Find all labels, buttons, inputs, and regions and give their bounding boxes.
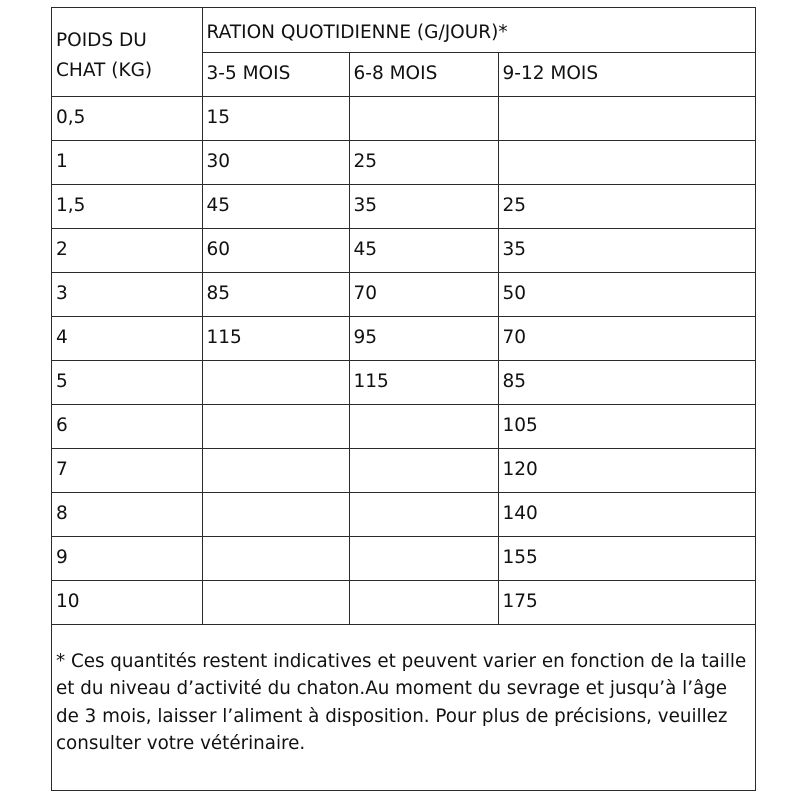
ration-cell-9-12: 85 (498, 360, 755, 404)
ration-cell-9-12: 140 (498, 492, 755, 536)
weight-column-header: POIDS DU CHAT (KG) (52, 8, 202, 96)
ration-cell-9-12: 70 (498, 316, 755, 360)
ration-cell-9-12: 155 (498, 536, 755, 580)
ration-cell-6-8: 70 (349, 272, 498, 316)
ration-cell-9-12: 120 (498, 448, 755, 492)
ration-cell-6-8: 95 (349, 316, 498, 360)
table-row (52, 580, 755, 624)
ration-cell-9-12: 25 (498, 184, 755, 228)
footnote: * Ces quantités restent indicatives et peuvent varier en fonction de la taille et du niveau d’activité du chaton.Au moment du sevrage et jusqu’à l’âge de 3 mois, laisser l’aliment à disposition. Pour plus de précisions, veuillez consulter votre vétérinaire. (56, 651, 747, 754)
table-row (52, 316, 755, 360)
table-row (52, 536, 755, 580)
ration-cell-3-5: 45 (202, 184, 349, 228)
age-header-3-5: 3-5 MOIS (202, 52, 349, 96)
ration-cell-9-12: 105 (498, 404, 755, 448)
weight-cell: 9 (52, 536, 202, 580)
age-header-9-12: 9-12 MOIS (498, 52, 755, 96)
weight-cell: 1,5 (52, 184, 202, 228)
ration-cell-3-5 (202, 404, 349, 448)
table-row (52, 184, 755, 228)
table-row (52, 272, 755, 316)
ration-table (52, 8, 755, 625)
ration-cell-6-8: 115 (349, 360, 498, 404)
daily-ration-header: RATION QUOTIDIENNE (G/JOUR)* (202, 8, 755, 52)
ration-cell-9-12 (498, 140, 755, 184)
weight-cell: 1 (52, 140, 202, 184)
table-row (52, 140, 755, 184)
ration-cell-9-12: 175 (498, 580, 755, 624)
ration-cell-3-5 (202, 580, 349, 624)
ration-cell-6-8 (349, 96, 498, 140)
ration-cell-6-8 (349, 580, 498, 624)
weight-cell: 0,5 (52, 96, 202, 140)
table-row (52, 404, 755, 448)
ration-cell-6-8 (349, 492, 498, 536)
ration-cell-6-8 (349, 536, 498, 580)
weight-cell: 7 (52, 448, 202, 492)
ration-cell-9-12: 35 (498, 228, 755, 272)
ration-cell-6-8 (349, 448, 498, 492)
age-header-6-8: 6-8 MOIS (349, 52, 498, 96)
ration-cell-3-5: 60 (202, 228, 349, 272)
ration-cell-3-5: 115 (202, 316, 349, 360)
ration-cell-3-5 (202, 448, 349, 492)
weight-cell: 2 (52, 228, 202, 272)
ration-cell-9-12: 50 (498, 272, 755, 316)
ration-cell-6-8: 35 (349, 184, 498, 228)
weight-cell: 5 (52, 360, 202, 404)
table-row (52, 492, 755, 536)
ration-cell-9-12 (498, 96, 755, 140)
weight-cell: 6 (52, 404, 202, 448)
table-row (52, 448, 755, 492)
table-row (52, 96, 755, 140)
ration-cell-3-5 (202, 360, 349, 404)
weight-cell: 10 (52, 580, 202, 624)
ration-cell-3-5: 30 (202, 140, 349, 184)
weight-cell: 8 (52, 492, 202, 536)
feeding-chart (51, 7, 756, 791)
ration-cell-6-8: 45 (349, 228, 498, 272)
ration-cell-3-5 (202, 536, 349, 580)
ration-cell-6-8 (349, 404, 498, 448)
ration-cell-3-5 (202, 492, 349, 536)
ration-cell-6-8: 25 (349, 140, 498, 184)
ration-cell-3-5: 85 (202, 272, 349, 316)
table-row (52, 228, 755, 272)
table-row (52, 360, 755, 404)
weight-cell: 4 (52, 316, 202, 360)
ration-cell-3-5: 15 (202, 96, 349, 140)
weight-cell: 3 (52, 272, 202, 316)
header-row (52, 8, 755, 52)
